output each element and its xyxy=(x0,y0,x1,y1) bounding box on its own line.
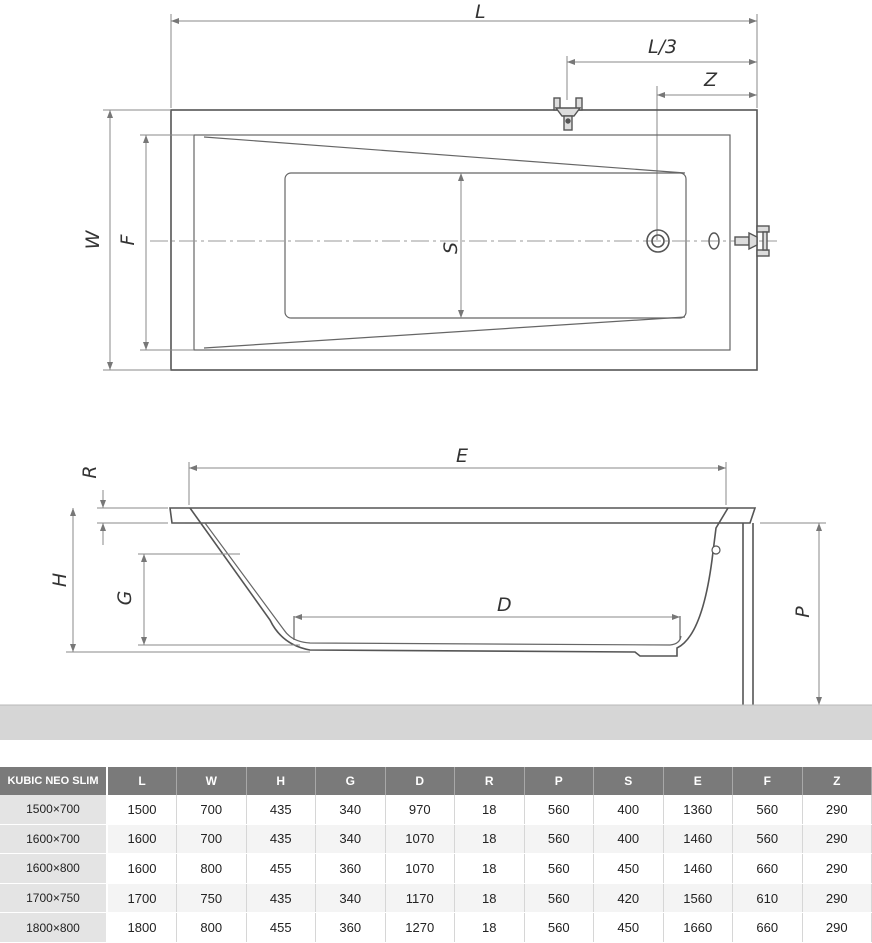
faucet-top-icon xyxy=(554,98,582,130)
top-view xyxy=(82,1,780,370)
table-cell-l: 1700 xyxy=(107,883,177,913)
table-cell-r: 18 xyxy=(455,883,525,913)
table-cell-r: 18 xyxy=(455,795,525,824)
dim-label-H: H xyxy=(49,572,71,588)
table-cell-e: 1460 xyxy=(663,854,733,884)
table-cell-h: 455 xyxy=(246,913,316,943)
table-cell-s: 400 xyxy=(594,795,664,824)
side-view xyxy=(49,445,826,705)
dim-label-L: L xyxy=(475,1,486,23)
table-cell-z: 290 xyxy=(802,883,872,913)
table-cell-p: 560 xyxy=(524,795,594,824)
table-cell-s: 400 xyxy=(594,824,664,854)
table-cell-w: 750 xyxy=(177,883,247,913)
table-cell-h: 435 xyxy=(246,883,316,913)
table-cell-s: 420 xyxy=(594,883,664,913)
table-cell-r: 18 xyxy=(455,913,525,943)
col-header-D: D xyxy=(385,767,455,795)
dim-label-L3: L/3 xyxy=(648,36,678,58)
col-header-H: H xyxy=(246,767,316,795)
col-header-S: S xyxy=(594,767,664,795)
table-row xyxy=(0,883,872,913)
table-cell-e: 1560 xyxy=(663,883,733,913)
table-header-row xyxy=(0,767,872,795)
model-size-cell: 1600×800 xyxy=(0,854,107,884)
table-cell-h: 435 xyxy=(246,795,316,824)
table-cell-l: 1600 xyxy=(107,824,177,854)
table-cell-p: 560 xyxy=(524,883,594,913)
table-cell-w: 800 xyxy=(177,913,247,943)
table-cell-s: 450 xyxy=(594,854,664,884)
dim-label-G: G xyxy=(114,590,136,606)
dim-label-D: D xyxy=(497,594,512,616)
model-size-cell: 1600×700 xyxy=(0,824,107,854)
table-row xyxy=(0,854,872,884)
table-cell-g: 360 xyxy=(316,854,386,884)
col-header-Z: Z xyxy=(802,767,872,795)
table-cell-h: 455 xyxy=(246,854,316,884)
col-header-model: KUBIC NEO SLIM xyxy=(0,767,107,795)
table-cell-p: 560 xyxy=(524,824,594,854)
table-cell-f: 560 xyxy=(733,824,803,854)
col-header-P: P xyxy=(524,767,594,795)
table-cell-e: 1360 xyxy=(663,795,733,824)
col-header-G: G xyxy=(316,767,386,795)
table-cell-r: 18 xyxy=(455,854,525,884)
table-body xyxy=(0,795,872,942)
table-cell-d: 1270 xyxy=(385,913,455,943)
dim-label-Z: Z xyxy=(704,69,718,91)
table-row xyxy=(0,824,872,854)
table-cell-l: 1500 xyxy=(107,795,177,824)
table-cell-w: 700 xyxy=(177,795,247,824)
dimensions-table-wrap xyxy=(0,767,872,943)
table-cell-g: 360 xyxy=(316,913,386,943)
faucet-side-icon xyxy=(735,226,769,256)
table-cell-d: 970 xyxy=(385,795,455,824)
table-cell-d: 1070 xyxy=(385,854,455,884)
floor xyxy=(0,705,872,740)
table-cell-z: 290 xyxy=(802,854,872,884)
table-cell-f: 660 xyxy=(733,854,803,884)
col-header-L: L xyxy=(107,767,177,795)
table-cell-p: 560 xyxy=(524,854,594,884)
table-row xyxy=(0,795,872,824)
table-cell-p: 560 xyxy=(524,913,594,943)
model-size-cell: 1800×800 xyxy=(0,913,107,943)
col-header-R: R xyxy=(455,767,525,795)
dim-label-W: W xyxy=(82,230,104,250)
col-header-W: W xyxy=(177,767,247,795)
table-cell-l: 1600 xyxy=(107,854,177,884)
table-cell-d: 1070 xyxy=(385,824,455,854)
table-cell-d: 1170 xyxy=(385,883,455,913)
model-size-cell: 1500×700 xyxy=(0,795,107,824)
dim-label-F: F xyxy=(117,234,139,246)
dim-label-E: E xyxy=(456,445,469,467)
table-cell-r: 18 xyxy=(455,824,525,854)
table-cell-f: 560 xyxy=(733,795,803,824)
table-cell-w: 700 xyxy=(177,824,247,854)
table-cell-z: 290 xyxy=(802,913,872,943)
table-cell-f: 660 xyxy=(733,913,803,943)
dimensions-table xyxy=(0,767,872,943)
dim-label-S: S xyxy=(440,241,462,255)
table-cell-l: 1800 xyxy=(107,913,177,943)
table-cell-w: 800 xyxy=(177,854,247,884)
table-cell-g: 340 xyxy=(316,824,386,854)
table-cell-h: 435 xyxy=(246,824,316,854)
dim-label-R: R xyxy=(79,465,101,479)
col-header-E: E xyxy=(663,767,733,795)
model-size-cell: 1700×750 xyxy=(0,883,107,913)
dim-label-P: P xyxy=(792,606,814,618)
table-cell-z: 290 xyxy=(802,795,872,824)
table-cell-g: 340 xyxy=(316,795,386,824)
table-cell-f: 610 xyxy=(733,883,803,913)
table-cell-e: 1460 xyxy=(663,824,733,854)
col-header-F: F xyxy=(733,767,803,795)
table-cell-e: 1660 xyxy=(663,913,733,943)
table-row xyxy=(0,913,872,943)
table-cell-s: 450 xyxy=(594,913,664,943)
table-cell-g: 340 xyxy=(316,883,386,913)
table-cell-z: 290 xyxy=(802,824,872,854)
